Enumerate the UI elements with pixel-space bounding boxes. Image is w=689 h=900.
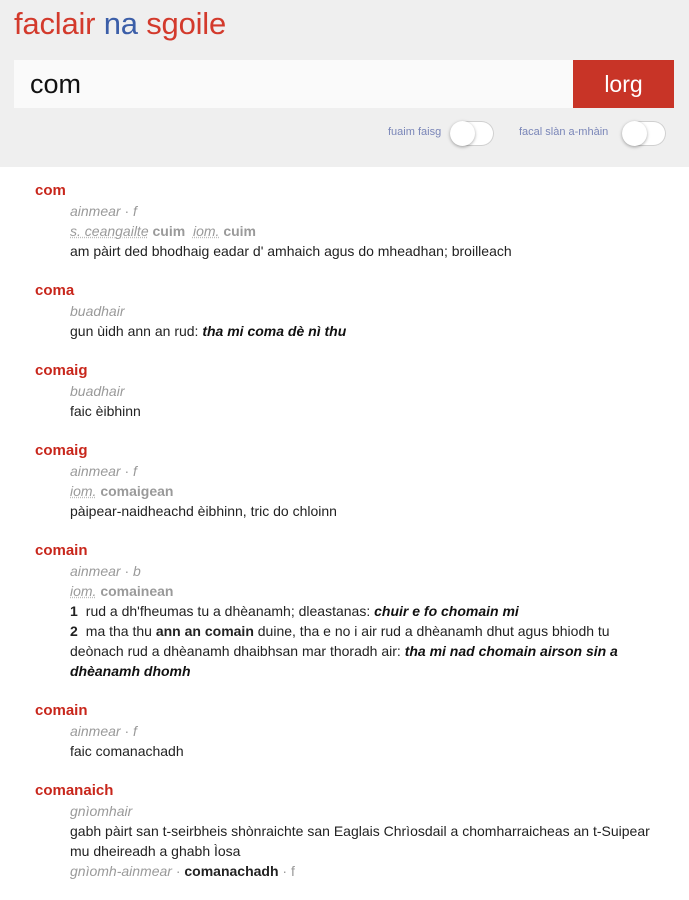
entry-comanaich	[0, 780, 689, 881]
part-of-speech: ainmear	[70, 203, 121, 219]
abbr-plural[interactable]: iom.	[192, 223, 220, 239]
gender: b	[133, 563, 141, 579]
toggle-facal-slan[interactable]	[622, 121, 666, 146]
part-of-speech: buadhair	[70, 383, 125, 399]
sense-text: rud a dh'fheumas tu a dhèanamh; dleastanas:	[85, 603, 371, 619]
headword[interactable]: comanaich	[35, 782, 114, 799]
forms-line	[70, 481, 659, 501]
sense-2	[70, 621, 659, 681]
toggle-knob	[450, 121, 475, 146]
grammar-line: ainmear · f	[70, 203, 137, 219]
example: chuir e fo chomain mi	[374, 603, 519, 619]
form-plural: comaigean	[100, 483, 174, 499]
abbr-plural[interactable]: iom.	[70, 483, 97, 499]
definition: am pàirt ded bhodhaig eadar d' amhaich agus do mheadhan; broilleach	[70, 243, 512, 259]
example: tha mi coma dè nì thu	[202, 323, 347, 339]
abbr-genitive[interactable]: s. ceangailte	[70, 223, 149, 239]
headword[interactable]: com	[35, 182, 66, 199]
sense-text-pre: ma tha thu	[85, 623, 152, 639]
related-gender: f	[290, 863, 295, 879]
headword[interactable]: comain	[35, 542, 88, 559]
logo-word-na: na	[103, 6, 138, 41]
part-of-speech: ainmear	[70, 723, 121, 739]
headword[interactable]: comain	[35, 702, 88, 719]
logo-word-faclair: faclair	[14, 6, 96, 41]
entry-coma	[0, 280, 689, 341]
form-plural: cuim	[223, 223, 256, 239]
grammar-line: ainmear · b	[70, 563, 141, 579]
entry-comaig-adj	[0, 360, 689, 421]
entry-com	[0, 180, 689, 261]
site-logo[interactable]	[14, 6, 226, 42]
sense-text: duine, tha e no i air rud a dhèanamh dhut agus bhiodh tu deònach rud a dhèanamh dhaibhsan mar thoradh air:	[70, 623, 610, 659]
forms-line	[70, 581, 659, 601]
gender: f	[133, 203, 137, 219]
definition: faic èibhinn	[70, 403, 141, 419]
part-of-speech: ainmear	[70, 463, 121, 479]
headword[interactable]: comaig	[35, 442, 88, 459]
definition: gun ùidh ann an rud:	[70, 323, 199, 339]
definition: faic comanachadh	[70, 743, 184, 759]
form-plural: comainean	[100, 583, 174, 599]
grammar-line: ainmear · f	[70, 463, 137, 479]
toggle-label-facal-slan: facal slàn a-mhàin	[519, 126, 609, 138]
sense-number: 1	[70, 603, 78, 619]
forms-line	[70, 221, 659, 241]
header-bar	[0, 0, 689, 167]
part-of-speech: ainmear	[70, 563, 121, 579]
toggle-label-fuaim-faisg: fuaim faisg	[388, 126, 442, 138]
entry-comain-f	[0, 700, 689, 761]
example: tha mi nad chomain airson sin a dhèanamh dhomh	[70, 643, 618, 679]
results-list	[0, 180, 689, 900]
sense-1	[70, 601, 659, 621]
gender: f	[133, 463, 137, 479]
logo-word-sgoile: sgoile	[146, 6, 227, 41]
gender: f	[133, 723, 137, 739]
phrase: ann an comain	[155, 623, 254, 639]
related-word[interactable]: comanachadh	[184, 863, 279, 879]
part-of-speech: gnìomhair	[70, 803, 133, 819]
related-label: gnìomh-ainmear	[70, 863, 172, 879]
definition: pàipear-naidheachd èibhinn, tric do chloinn	[70, 503, 337, 519]
entry-comain-b	[0, 540, 689, 681]
search-button[interactable]: lorg	[573, 60, 674, 108]
definition: gabh pàirt san t-seirbheis shònraichte san Eaglais Chrìosdail a chomharraicheas an t-Suipear mu dheireadh a ghabh Ìosa	[70, 823, 650, 859]
part-of-speech: buadhair	[70, 303, 125, 319]
search-input[interactable]	[14, 60, 574, 108]
definition-line	[70, 321, 659, 341]
form-genitive: cuim	[152, 223, 186, 239]
entry-comaig-noun	[0, 440, 689, 521]
headword[interactable]: comaig	[35, 362, 88, 379]
toggle-knob	[622, 121, 647, 146]
abbr-plural[interactable]: iom.	[70, 583, 97, 599]
headword[interactable]: coma	[35, 282, 75, 299]
grammar-line: ainmear · f	[70, 723, 137, 739]
related-form-line: gnìomh-ainmear · comanachadh · f	[70, 863, 295, 879]
toggle-fuaim-faisg[interactable]	[450, 121, 494, 146]
sense-number: 2	[70, 623, 78, 639]
